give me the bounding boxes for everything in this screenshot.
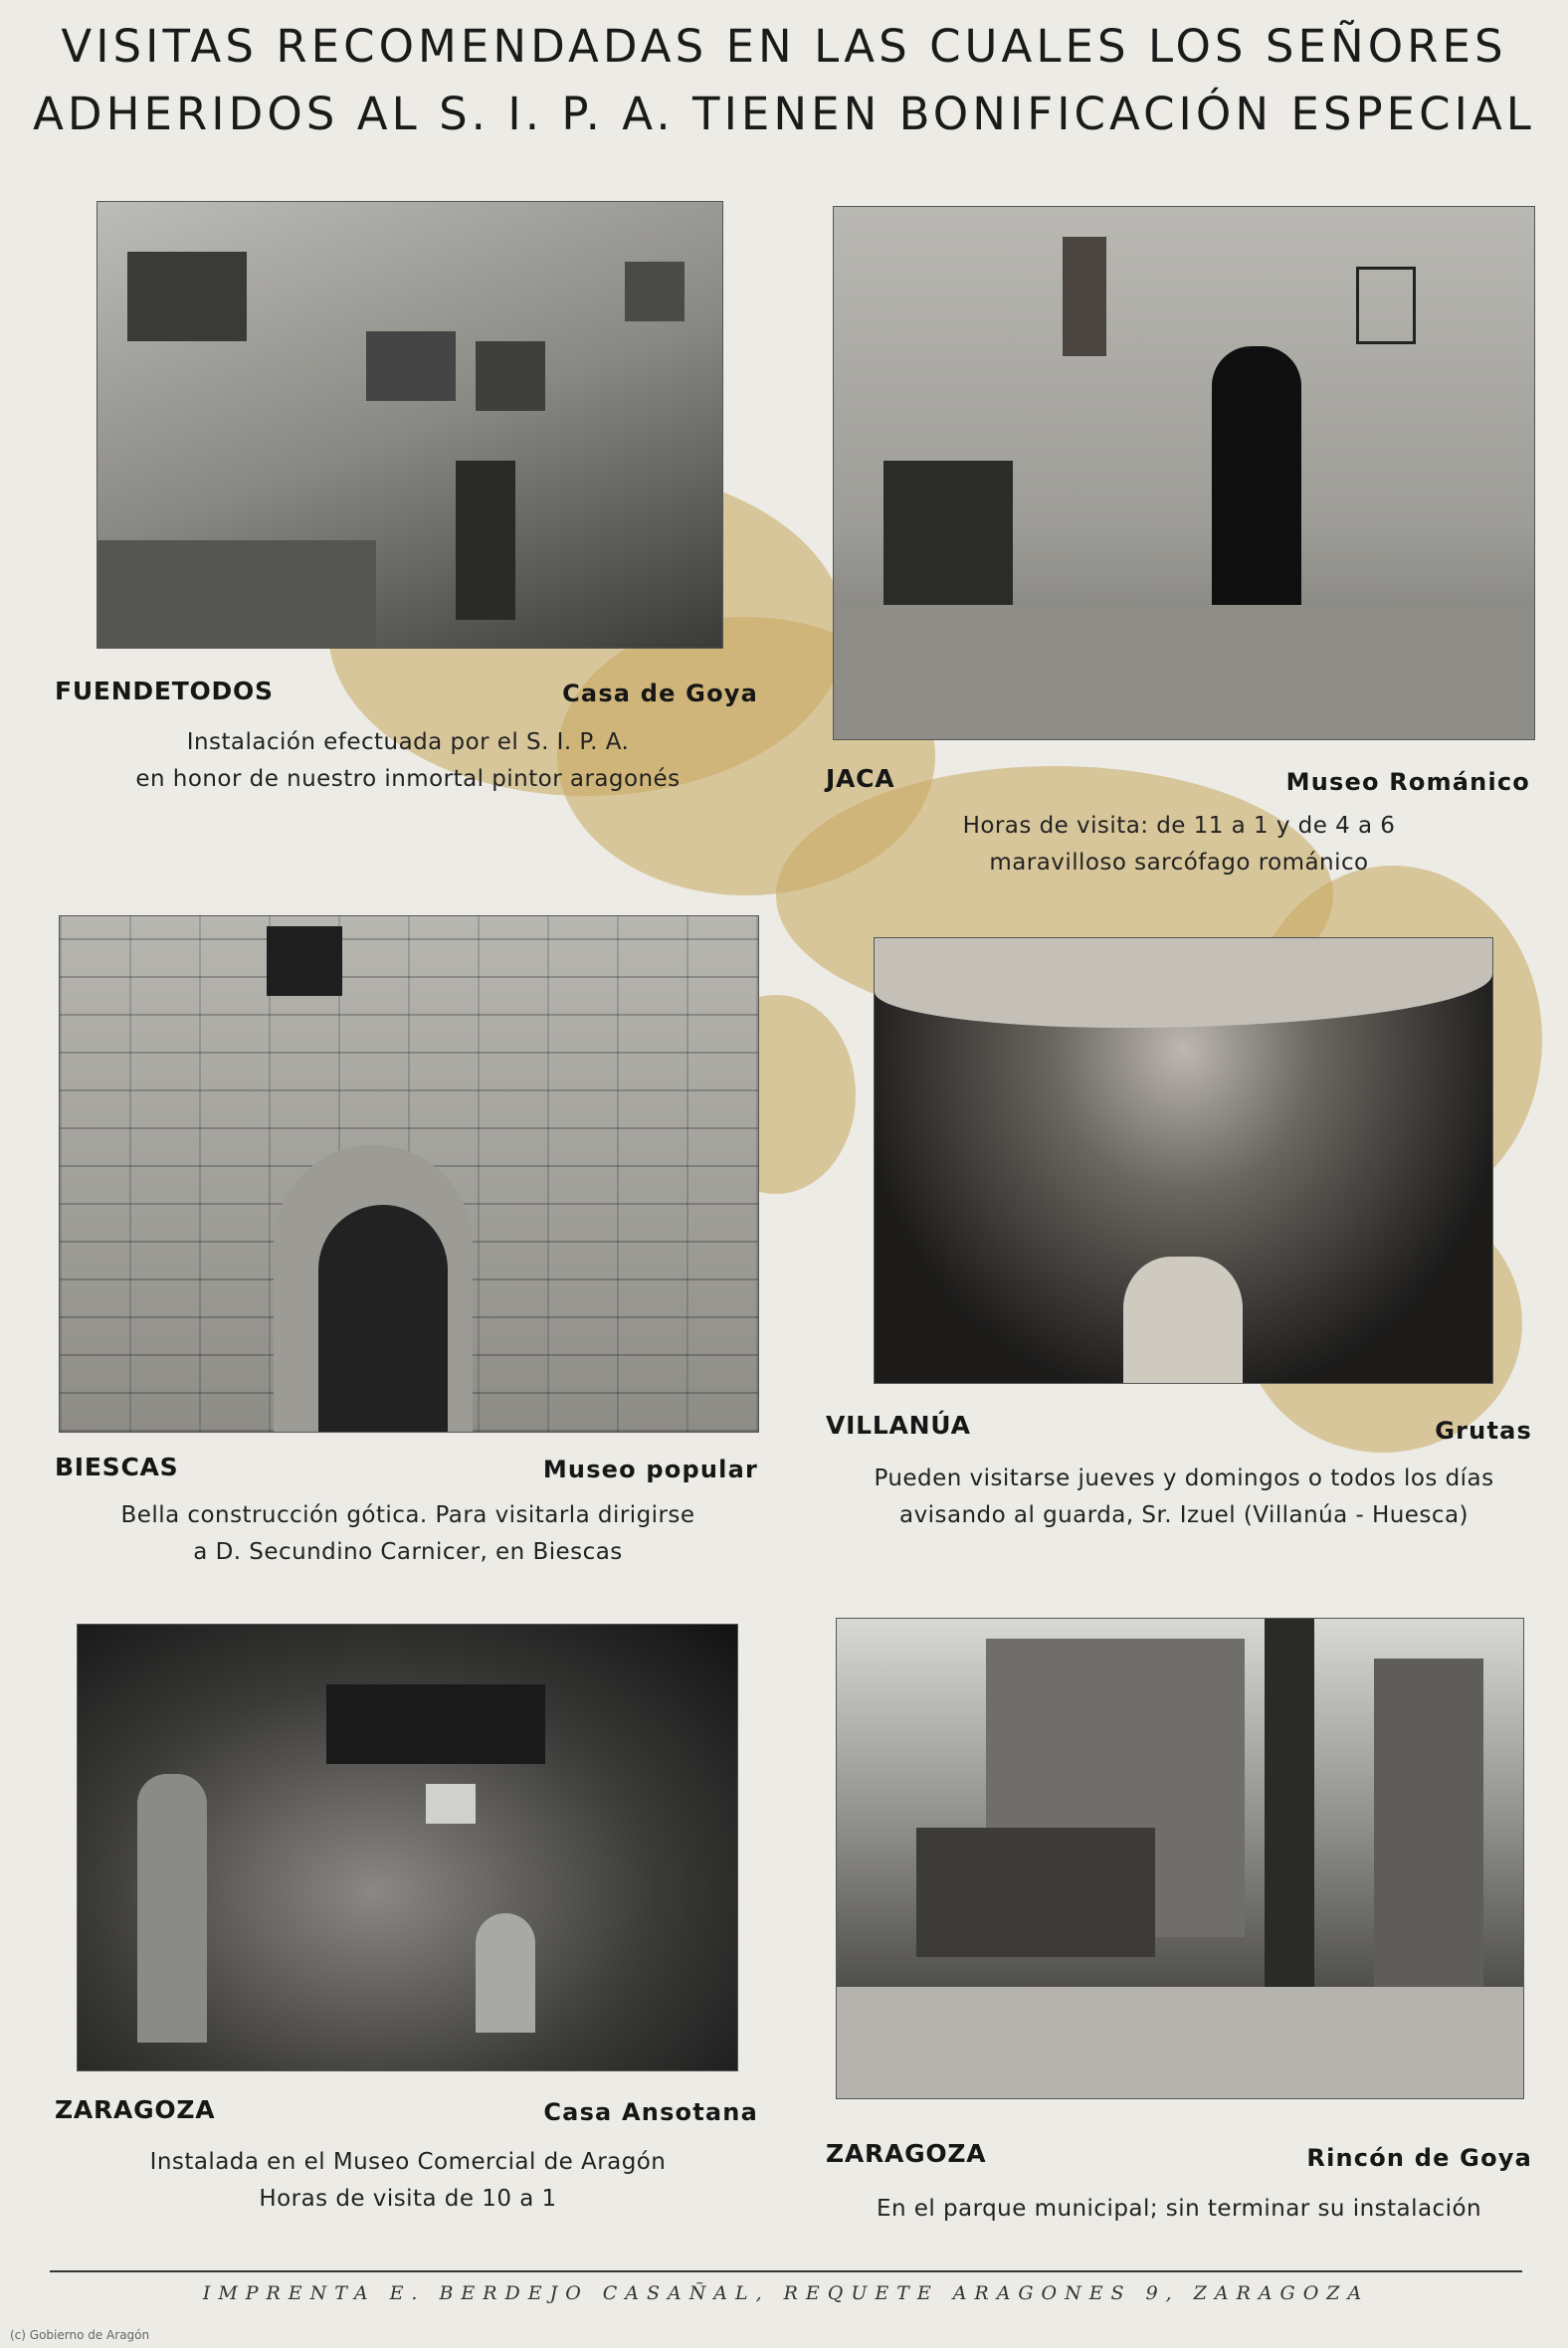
entry-description	[836, 2191, 1522, 2228]
footer-rule	[50, 2270, 1522, 2272]
description-line: Bella construcción gótica. Para visitarla dirigirse	[120, 1502, 695, 1528]
site-name: Grutas	[1435, 1417, 1532, 1445]
photo-museo-romanico	[833, 206, 1535, 740]
place-name: FUENDETODOS	[55, 677, 274, 705]
photo-grutas	[874, 937, 1493, 1384]
site-name: Museo Románico	[1285, 768, 1530, 796]
site-name: Museo popular	[542, 1456, 758, 1483]
place-name: ZARAGOZA	[826, 2139, 987, 2168]
entry-description	[40, 1497, 776, 1571]
photo-rincon-de-goya	[836, 1618, 1524, 2099]
copyright-notice: (c) Gobierno de Aragón	[10, 2328, 150, 2342]
site-name: Casa Ansotana	[543, 2098, 758, 2126]
place-name: BIESCAS	[55, 1453, 179, 1481]
title-line-2: ADHERIDOS AL S. I. P. A. TIENEN BONIFICACIÓN ESPECIAL	[33, 88, 1535, 140]
page-title	[0, 20, 1568, 73]
photo-casa-de-goya	[97, 201, 723, 649]
entry-description	[836, 808, 1522, 881]
place-name: VILLANÚA	[826, 1411, 971, 1440]
place-name: JACA	[826, 764, 895, 793]
title-line-1: VISITAS RECOMENDADAS EN LAS CUALES LOS SEÑORES	[61, 20, 1507, 73]
entry-description	[40, 724, 776, 798]
photo-museo-popular	[59, 915, 759, 1433]
description-line: Horas de visita de 10 a 1	[259, 2186, 557, 2212]
description-line: a D. Secundino Carnicer, en Biescas	[193, 1539, 623, 1565]
entry-description	[40, 2144, 776, 2218]
photo-casa-ansotana	[77, 1624, 738, 2071]
description-line: En el parque municipal; sin terminar su instalación	[876, 2196, 1482, 2222]
description-line: Instalada en el Museo Comercial de Aragón	[149, 2149, 667, 2175]
description-line: avisando al guarda, Sr. Izuel (Villanúa - Huesca)	[899, 1502, 1469, 1528]
site-name: Casa de Goya	[562, 680, 758, 707]
description-line: maravilloso sarcófago románico	[989, 850, 1369, 876]
page-subtitle	[0, 88, 1568, 140]
description-line: Instalación efectuada por el S. I. P. A.	[186, 729, 630, 755]
description-line: Pueden visitarse jueves y domingos o todos los días	[874, 1466, 1494, 1491]
entry-description	[836, 1461, 1532, 1534]
site-name: Rincón de Goya	[1306, 2144, 1532, 2172]
printer-imprint: IMPRENTA E. BERDEJO CASAÑAL, REQUETE ARAGONES 9, ZARAGOZA	[202, 2282, 1370, 2304]
description-line: Horas de visita: de 11 a 1 y de 4 a 6	[962, 813, 1396, 839]
description-line: en honor de nuestro inmortal pintor aragonés	[135, 766, 681, 792]
place-name: ZARAGOZA	[55, 2095, 216, 2124]
